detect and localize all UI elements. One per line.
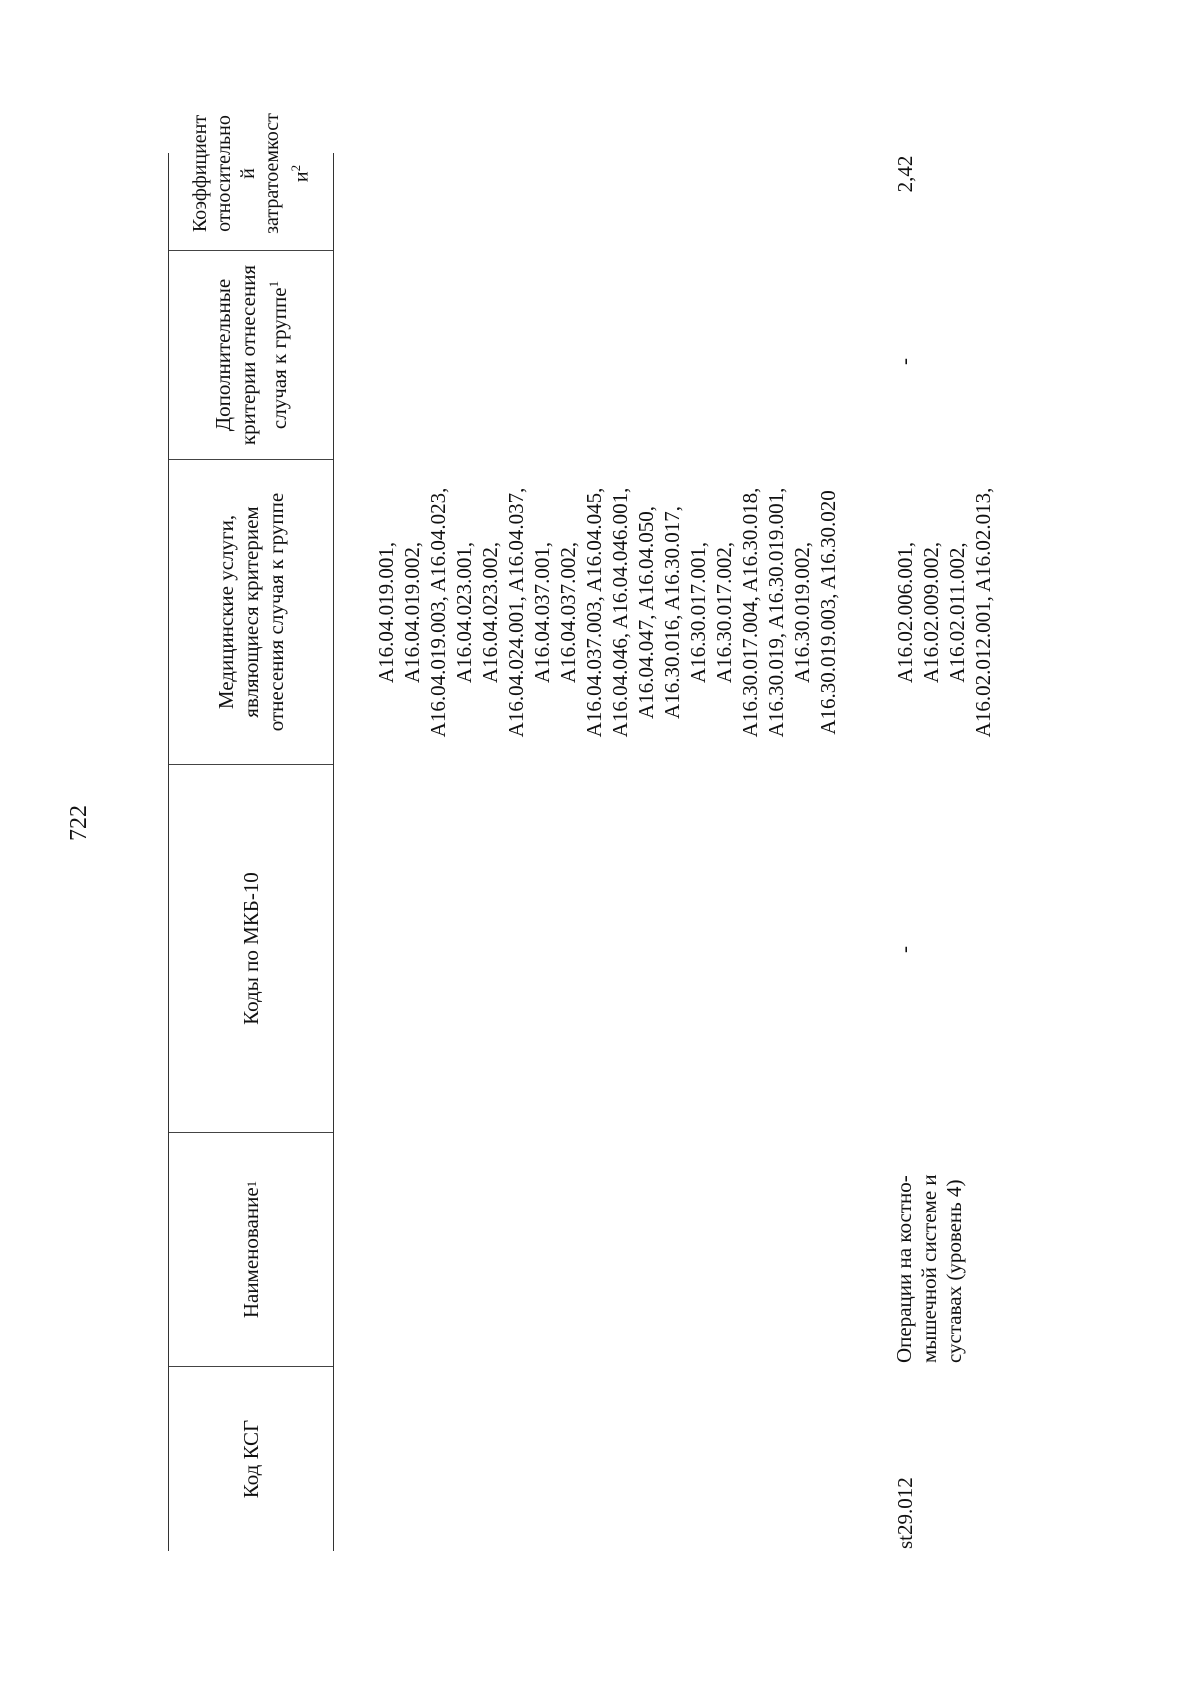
row-name: [892, 1127, 967, 1363]
service-code: A16.30.019, A16.30.019.001,: [764, 487, 788, 738]
service-code: A16.04.037.002,: [556, 541, 580, 684]
page-number: 722: [66, 805, 92, 841]
row-ksg-code: st29.012: [893, 1477, 917, 1549]
continued-med-services: [373, 460, 841, 765]
row-mkb-codes: -: [892, 946, 916, 953]
service-code: A16.04.024.001, A16.04.037,: [504, 487, 528, 738]
header-extra-criteria: [169, 251, 333, 460]
header-coef-line: затратоемкост: [261, 113, 284, 234]
row-name-line: мышечной системе и: [917, 1174, 941, 1363]
service-code: A16.04.037.001,: [530, 541, 554, 684]
header-coef-line: Коэффициент: [189, 114, 212, 233]
service-code: A16.30.017.004, A16.30.018,: [738, 487, 762, 738]
service-code: A16.04.019.002,: [400, 541, 424, 684]
header-coef-line: относительно: [213, 115, 236, 232]
header-name: [169, 1133, 333, 1367]
header-medical-services: [169, 460, 333, 765]
table-header-row: [168, 113, 334, 1551]
service-code: A16.04.019.001,: [374, 541, 398, 684]
service-code: A16.04.019.003, A16.04.023,: [426, 487, 450, 738]
header-mkb-codes: Коды по МКБ-10: [169, 765, 333, 1133]
row-coefficient: 2,42: [893, 155, 917, 193]
header-code-ksg: Код КСГ: [238, 1419, 263, 1499]
service-code: A16.30.019.003, A16.30.020: [816, 490, 840, 735]
service-code: A16.04.037.003, A16.04.045,: [582, 487, 606, 738]
header-med-line: отнесения случая к группе: [263, 492, 288, 732]
service-code: A16.02.006.001,: [893, 541, 917, 684]
service-code: A16.04.046, A16.04.046.001,: [608, 487, 632, 738]
row-name-line: суставах (уровень 4): [942, 1179, 966, 1363]
row-extra-criteria: -: [892, 358, 916, 365]
service-code: A16.04.023.002,: [478, 541, 502, 684]
service-code: A16.30.017.002,: [712, 541, 736, 684]
service-code: A16.04.023.001,: [452, 541, 476, 684]
service-code: A16.30.016, A16.30.017,: [660, 506, 684, 719]
header-med-line: являющиеся критерием: [238, 506, 263, 718]
row-name-line: Операции на костно-: [892, 1175, 916, 1363]
service-code: A16.02.011.002,: [945, 542, 969, 683]
header-coef-line: й: [237, 168, 260, 179]
ksg-table: [168, 113, 995, 1551]
service-code: A16.30.017.001,: [686, 541, 710, 684]
header-coef-footnote: 2: [288, 164, 304, 172]
row-med-services: [892, 460, 996, 765]
header-extra-footnote: 1: [265, 280, 281, 288]
header-med-line: Медицинские услуги,: [213, 514, 238, 710]
service-code: A16.30.019.002,: [790, 541, 814, 684]
service-code: A16.02.009.002,: [919, 541, 943, 684]
service-code: A16.04.047, A16.04.050,: [634, 506, 658, 719]
header-extra-line: Дополнительные: [210, 278, 235, 432]
header-extra-line: критерии отнесения: [235, 264, 260, 446]
header-coef-line: и: [290, 171, 313, 183]
service-code: A16.02.012.001, A16.02.013,: [971, 487, 995, 738]
header-name-footnote: 1: [243, 1180, 259, 1188]
header-name-text: Наименование: [238, 1187, 263, 1319]
header-extra-line: случая к группе: [266, 287, 291, 430]
header-coefficient: [169, 97, 333, 251]
